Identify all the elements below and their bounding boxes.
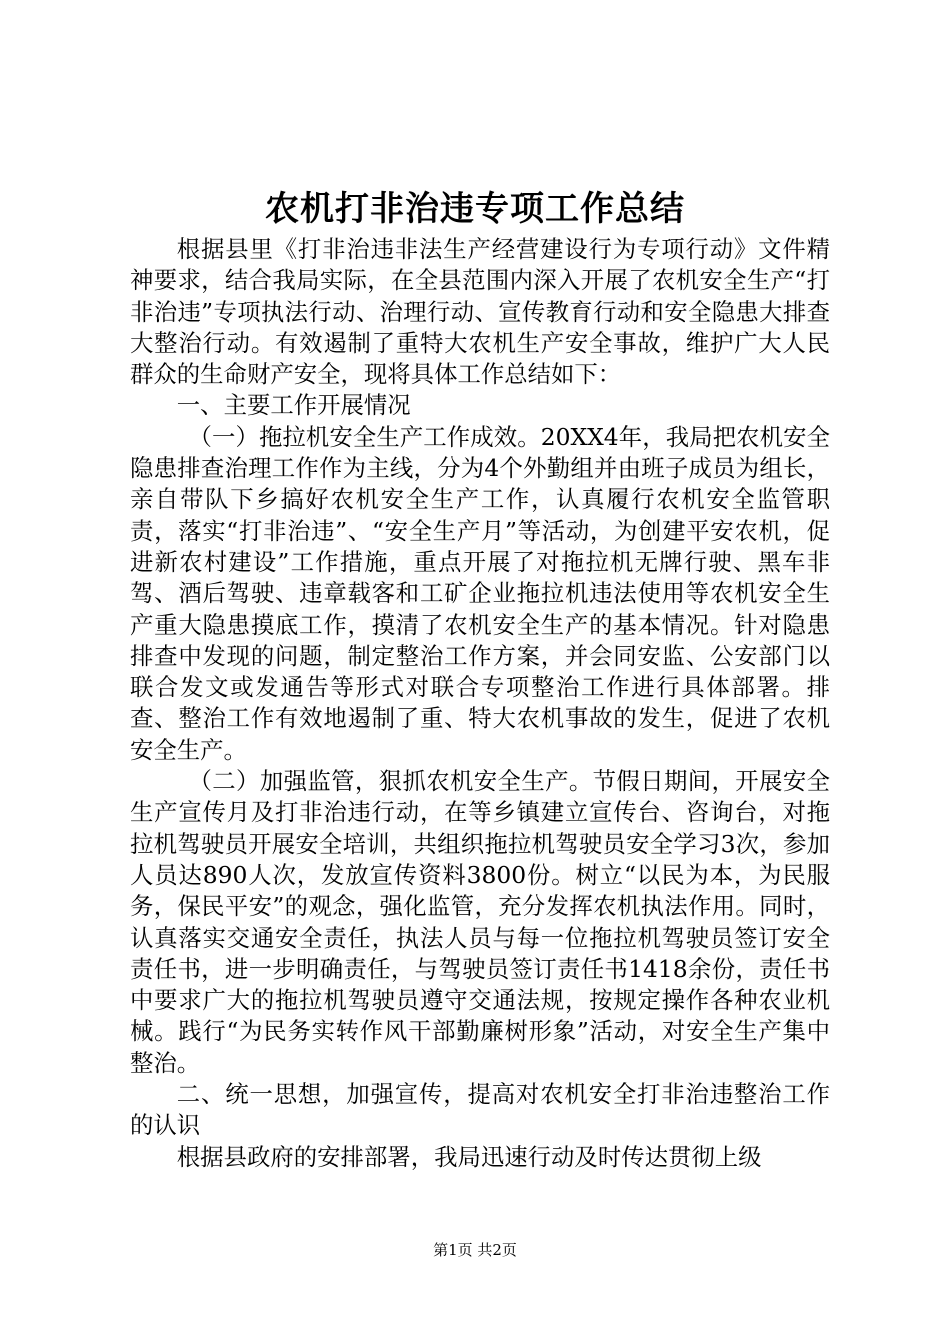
paragraph-subsection-1: （一）拖拉机安全生产工作成效。20XX4年，我局把农机安全隐患排查治理工作作为主线，分为4个外勤组并由班子成员为组长，亲自带队下乡搞好农机安全生产工作，认真履行农机安全监管职责，落实“打非治违”、“安全生产月”等活动，为创建平安农机，促进新农村建设”工作措施，重点开展了对拖拉机无牌行驶、黑车非驾、酒后驾驶、违章载客和工矿企业拖拉机违法使用等农机安全生产重大隐患摸底工作，摸清了农机安全生产的基本情况。针对隐患排查中发现的问题，制定整治工作方案，并会同安监、公安部门以联合发文或发通告等形式对联合专项整治工作进行具体部署。排查、整治工作有效地遏制了重、特大农机事故的发生，促进了农机安全生产。 <box>130 422 830 764</box>
document-body <box>130 234 830 1173</box>
paragraph-subsection-2: （二）加强监管，狠抓农机安全生产。节假日期间，开展安全生产宣传月及打非治违行动，在等乡镇建立宣传台、咨询台，对拖拉机驾驶员开展安全培训，共组织拖拉机驾驶员安全学习3次，参加人员达890人次，发放宣传资料3800份。树立“以民为本，为民服务，保民平安”的观念，强化监管，充分发挥农机执法作用。同时，认真落实交通安全责任，执法人员与每一位拖拉机驾驶员签订安全责任书，进一步明确责任，与驾驶员签订责任书1418余份，责任书中要求广大的拖拉机驾驶员遵守交通法规，按规定操作各种农业机械。践行“为民务实转作风干部勤廉树形象”活动，对安全生产集中整治。 <box>130 767 830 1077</box>
paragraph-intro: 根据县里《打非治违非法生产经营建设行为专项行动》文件精神要求，结合我局实际，在全县范围内深入开展了农机安全生产“打非治违”专项执法行动、治理行动、宣传教育行动和安全隐患大排查大整治行动。有效遏制了重特大农机生产安全事故，维护广大人民群众的生命财产安全，现将具体工作总结如下： <box>130 235 830 389</box>
section-heading-2: 二、统一思想，加强宣传，提高对农机安全打非治违整治工作的认识 <box>130 1080 830 1140</box>
page-footer: 第1页 共2页 <box>433 1241 517 1259</box>
document-title: 农机打非治违专项工作总结 <box>265 189 685 229</box>
paragraph-section-2: 根据县政府的安排部署，我局迅速行动及时传达贯彻上级 <box>176 1142 762 1171</box>
section-heading-1: 一、主要工作开展情况 <box>176 391 411 420</box>
